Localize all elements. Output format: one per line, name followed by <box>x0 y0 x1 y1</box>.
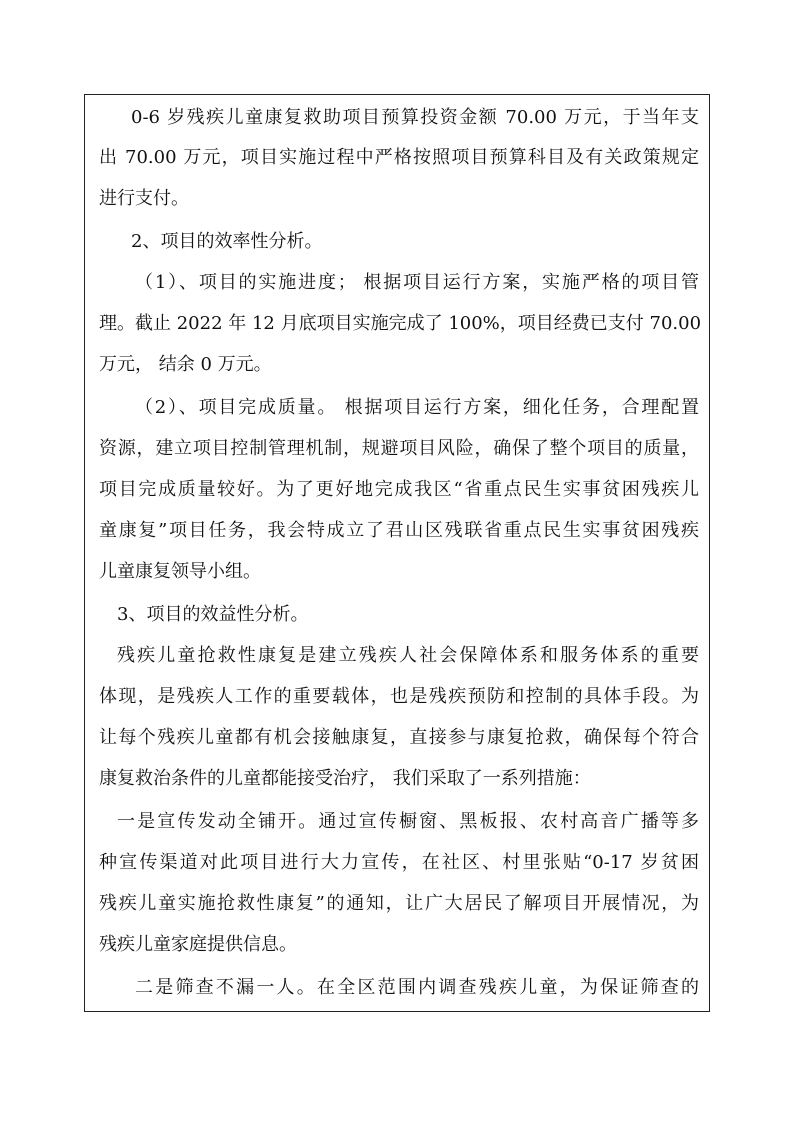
text-line-3: 进行支付。 <box>99 188 189 209</box>
text-line-20: 残疾儿童实施抢救性康复”的通知，让广大居民了解项目开展情况，为 <box>99 893 699 914</box>
text-line-15: 体现，是残疾人工作的重要载体，也是残疾预防和控制的具体手段。为 <box>99 686 699 707</box>
text-line-22: 二是筛查不漏一人。在全区范围内调查残疾儿童，为保证筛查的 <box>135 977 699 998</box>
text-line-1: 0-6 岁残疾儿童康复救助项目预算投资金额 70.00 万元，于当年支 <box>131 107 699 128</box>
text-line-16: 让每个残疾儿童都有机会接触康复，直接参与康复抢救，确保每个符合 <box>99 727 699 748</box>
text-line-5: （1）、项目的实施进度； 根据项目运行方案，实施严格的项目管 <box>135 272 699 293</box>
text-line-8: （2）、项目完成质量。 根据项目运行方案，细化任务，合理配置 <box>135 397 699 418</box>
text-line-2: 出 70.00 万元，项目实施过程中严格按照项目预算科目及有关政策规定 <box>99 147 699 168</box>
text-line-10: 项目完成质量较好。为了更好地完成我区“省重点民生实事贫困残疾儿 <box>99 479 699 500</box>
section-heading-benefit: 3、项目的效益性分析。 <box>117 604 309 625</box>
text-line-6: 理。截止 2022 年 12 月底项目实施完成了 100%，项目经费已支付 70.00 <box>99 313 702 334</box>
text-line-19: 种宣传渠道对此项目进行大力宣传，在社区、村里张贴“0-17 岁贫困 <box>99 852 699 873</box>
section-heading-efficiency: 2、项目的效率性分析。 <box>131 231 323 252</box>
content-frame <box>84 94 710 1012</box>
text-line-14: 残疾儿童抢救性康复是建立残疾人社会保障体系和服务体系的重要 <box>117 645 699 666</box>
text-line-11: 童康复”项目任务，我会特成立了君山区残联省重点民生实事贫困残疾 <box>99 520 699 541</box>
text-line-18: 一是宣传发动全铺开。通过宣传橱窗、黑板报、农村高音广播等多 <box>117 811 699 832</box>
text-line-9: 资源，建立项目控制管理机制，规避项目风险，确保了整个项目的质量， <box>99 438 699 459</box>
text-line-12: 儿童康复领导小组。 <box>99 561 261 582</box>
text-line-7: 万元， 结余 0 万元。 <box>99 354 272 375</box>
text-line-21: 残疾儿童家庭提供信息。 <box>99 934 297 955</box>
text-line-17: 康复救治条件的儿童都能接受治疗， 我们采取了一系列措施： <box>99 768 591 789</box>
